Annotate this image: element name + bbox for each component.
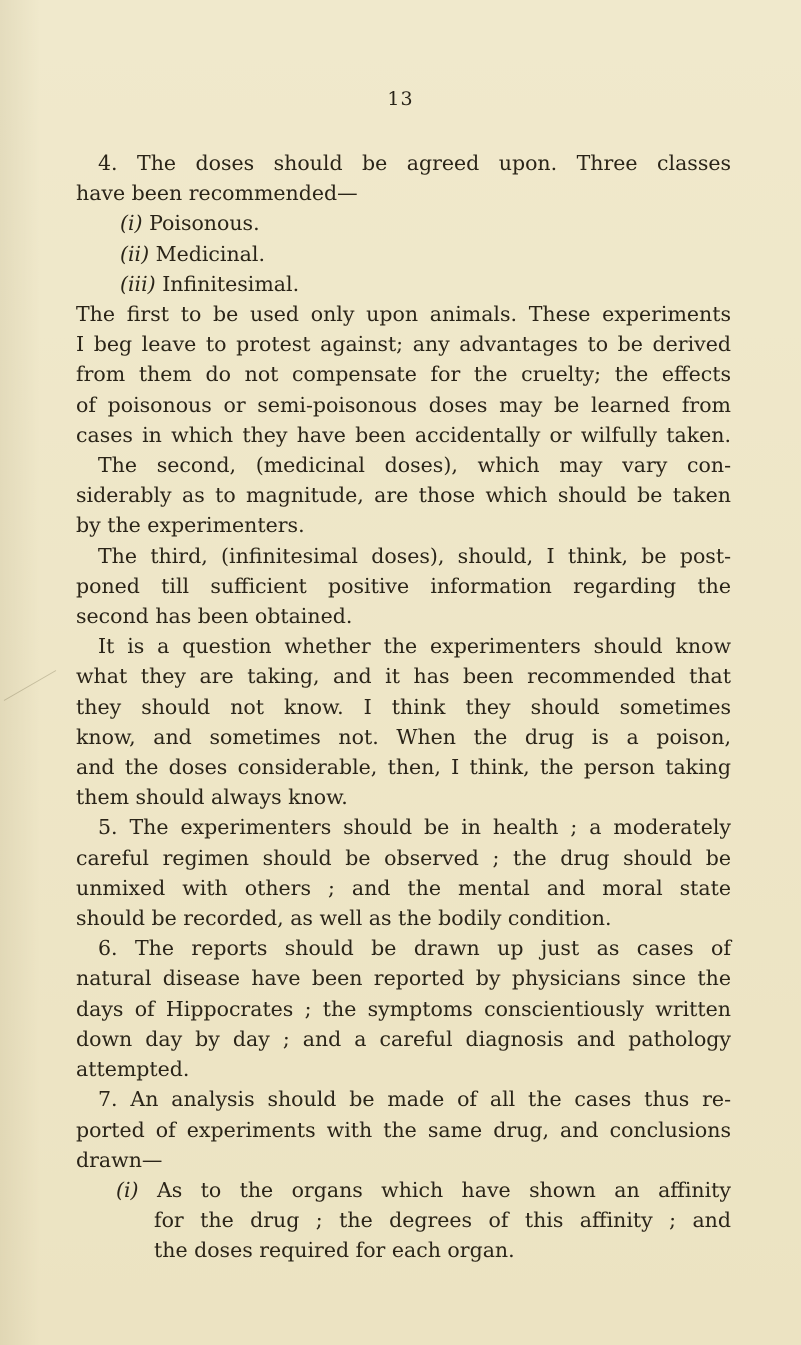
line-text: I beg leave to protest against; any advantages to be derived [76,332,731,357]
text-line [76,933,731,963]
line-text: Medicinal. [149,241,265,266]
text-line [76,480,731,510]
text-line [76,692,731,722]
line-text: careful regimen should be observed ; the drug should be [76,845,731,870]
text-line [76,390,731,420]
line-text: should be recorded, as well as the bodily condition. [76,906,612,931]
list-numeral: (ii) [120,241,150,266]
text-line [76,903,731,933]
text-line [76,782,731,812]
text-line [76,450,731,480]
line-text: 5. The experimenters should be in health ; a moderately [98,815,731,840]
line-text: 6. The reports should be drawn up just as cases of [98,936,731,961]
line-text: second has been obtained. [76,604,353,629]
text-line [76,1205,731,1235]
line-text: unmixed with others ; and the mental and moral state [76,875,731,900]
line-text: natural disease have been reported by physicians since the [76,966,731,991]
text-line [76,631,731,661]
line-text: ported of experiments with the same drug, and conclusions [76,1117,731,1142]
body-text [76,148,731,1266]
line-text: for the drug ; the degrees of this affinity ; and [154,1208,731,1233]
line-text: The first to be used only upon animals. These experiments [76,302,731,327]
line-text: The third, (infinitesimal doses), should, I think, be post- [98,543,731,568]
text-line [76,510,731,540]
text-line [76,722,731,752]
text-line [76,661,731,691]
line-text: Infinitesimal. [155,271,300,296]
text-line [76,1115,731,1145]
text-line [76,601,731,631]
text-line [76,873,731,903]
text-line [76,148,731,178]
line-text: As to the organs which have shown an affinity [138,1177,731,1202]
line-text: from them do not compensate for the cruelty; the effects [76,362,731,387]
line-text: cases in which they have been accidentally or wilfully taken. [76,422,731,447]
line-text: days of Hippocrates ; the symptoms conscientiously written [76,996,731,1021]
line-text: 4. The doses should be agreed upon. Three classes [98,151,731,175]
list-numeral: (i) [120,211,143,236]
text-line [76,812,731,842]
text-line [76,541,731,571]
line-text: 7. An analysis should be made of all the cases thus re- [98,1087,731,1112]
text-line [76,994,731,1024]
page-number: 13 [387,88,414,110]
line-text: what they are taking, and it has been recommended that [76,664,731,689]
line-text: The second, (medicinal doses), which may vary con- [98,453,731,478]
text-line [76,269,731,299]
line-text: siderably as to magnitude, are those which should be taken [76,483,731,508]
text-line [76,843,731,873]
margin-mark [4,670,56,701]
text-line [76,178,731,208]
line-text: know, and sometimes not. When the drug is a poison, [76,724,731,749]
line-text: they should not know. I think they should sometimes [76,694,731,719]
line-text: have been recommended— [76,181,358,206]
line-text: Poisonous. [142,211,260,236]
text-line [76,1235,731,1265]
text-line [76,571,731,601]
text-line [76,359,731,389]
line-text: of poisonous or semi-poisonous doses may be learned from [76,392,731,417]
text-line [76,1175,731,1205]
line-text: the doses required for each organ. [154,1238,515,1263]
line-text: attempted. [76,1057,190,1082]
text-line [76,299,731,329]
text-line [76,963,731,993]
line-text: them should always know. [76,785,348,810]
line-text: down day by day ; and a careful diagnosis and pathology [76,1026,731,1051]
list-numeral: (iii) [120,271,156,296]
list-numeral: (i) [116,1177,139,1202]
text-line [76,1145,731,1175]
line-text: poned till sufficient positive information regarding the [76,573,731,598]
text-line [76,1024,731,1054]
text-line [76,1084,731,1114]
text-line [76,420,731,450]
text-line [76,1054,731,1084]
line-text: It is a question whether the experimenters should know [98,634,731,659]
text-line [76,329,731,359]
text-line [76,752,731,782]
line-text: by the experimenters. [76,513,305,538]
line-text: drawn— [76,1147,163,1172]
text-line [76,208,731,238]
line-text: and the doses considerable, then, I think, the person taking [76,755,731,780]
text-line [76,239,731,269]
